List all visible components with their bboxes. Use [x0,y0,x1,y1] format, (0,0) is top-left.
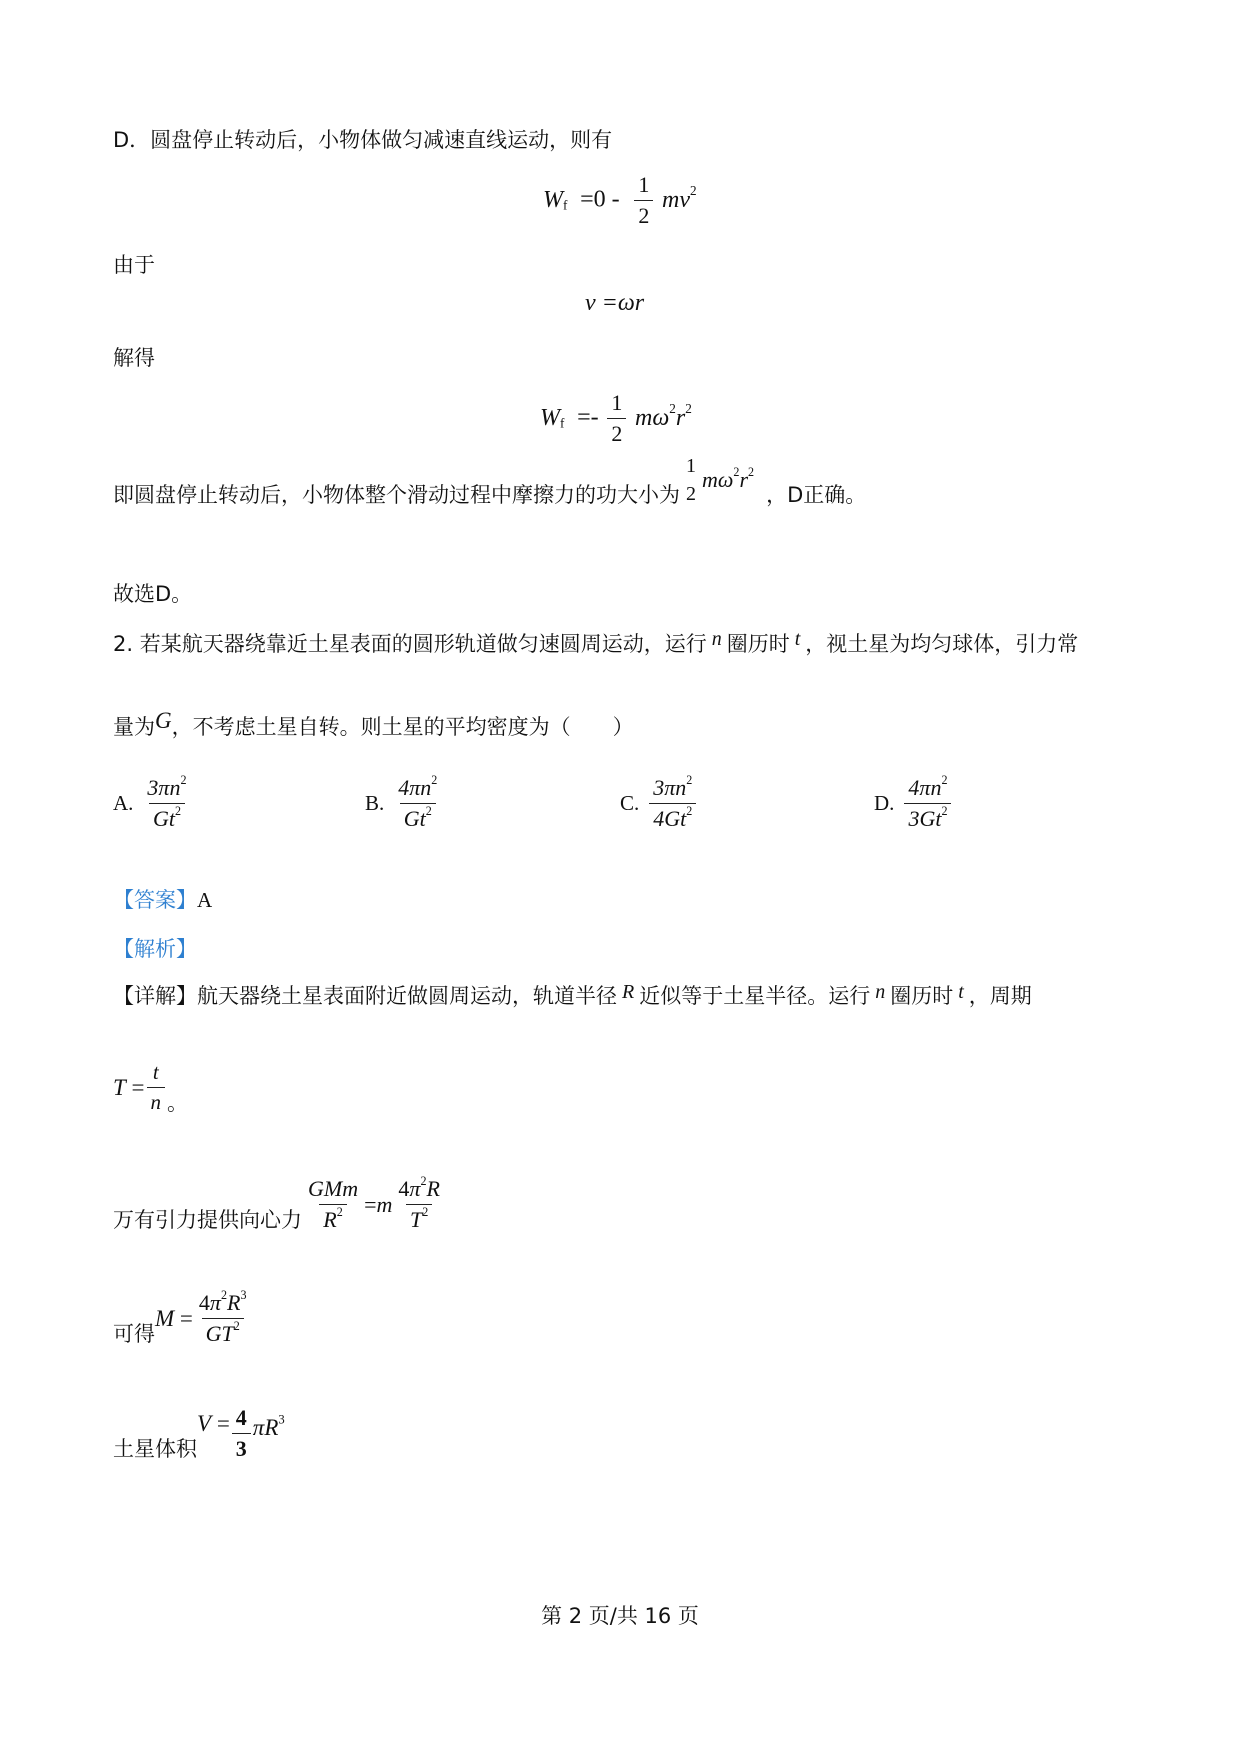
conclusion-tail: ，D正确。 [766,483,867,508]
equation-velocity: v =ωr [585,290,645,316]
question-line-1: 2. 若某航天器绕靠近土星表面的圆形轨道做匀速圆周运动，运行 n 圈历时 t ，视土星为均匀球体，引力常 [113,628,1079,656]
mass-line: 可得 M = $\frac{4\pi^2R^3}{GT^2}$ [113,1288,247,1346]
answer-line [113,888,212,913]
inline-expression: $m\omega^2r^2$ [702,464,755,492]
text-line: 故选D。 [113,582,193,606]
page-footer: 第 2 页/共 16 页 [541,1604,699,1628]
text-line: 解得 [113,346,155,370]
text-line: 由于 [113,253,155,277]
option-a[interactable]: A. $\frac{3\pi n^2}{Gt^2}$ [113,773,187,831]
answer-tag: 【答案】 [113,888,197,912]
inline-fraction: 1 2 [686,455,696,505]
text-line: D．圆盘停止转动后，小物体做匀减速直线运动，则有 [113,128,613,152]
detail-line: 【详解】航天器绕土星表面附近做圆周运动，轨道半径 R 近似等于土星半径。运行 n 圈历时 t ，周期 [113,981,1032,1008]
equation-period: T = $\frac{t}{n}$ 。 [113,1060,189,1115]
answer-value: A [197,888,213,912]
option-d[interactable]: D. $\frac{4\pi n^2}{3Gt^2}$ [874,775,954,832]
gravity-line: 万有引力提供向心力 $\frac{\text{GMm}}{R^2}$ = m $\frac{4\pi^2R}{T^2}$ [113,1174,440,1232]
option-b[interactable]: B. $\frac{4\pi n^2}{Gt^2}$ [365,773,438,831]
analysis-tag: 【解析】 [113,937,197,961]
equation-work-energy: $W_f =0$ - $\frac{1}{2}$ $mv^2$ [543,172,697,228]
option-c[interactable]: C. $\frac{3\pi n^2}{4Gt^2}$ [620,775,698,832]
conclusion-text: 即圆盘停止转动后，小物体整个滑动过程中摩擦力的功大小为 [113,483,680,508]
question-line-2: 量为G，不考虑土星自转。则土星的平均密度为（ ） [113,708,634,739]
volume-line: 土星体积 V = $\frac{4}{3}$ $\pi R^3$ [113,1405,285,1461]
conclusion-line [113,455,867,522]
equation-work-result: $W_f$ =- $\frac{1}{2}$ $m\omega^2r^2$ [540,390,692,446]
